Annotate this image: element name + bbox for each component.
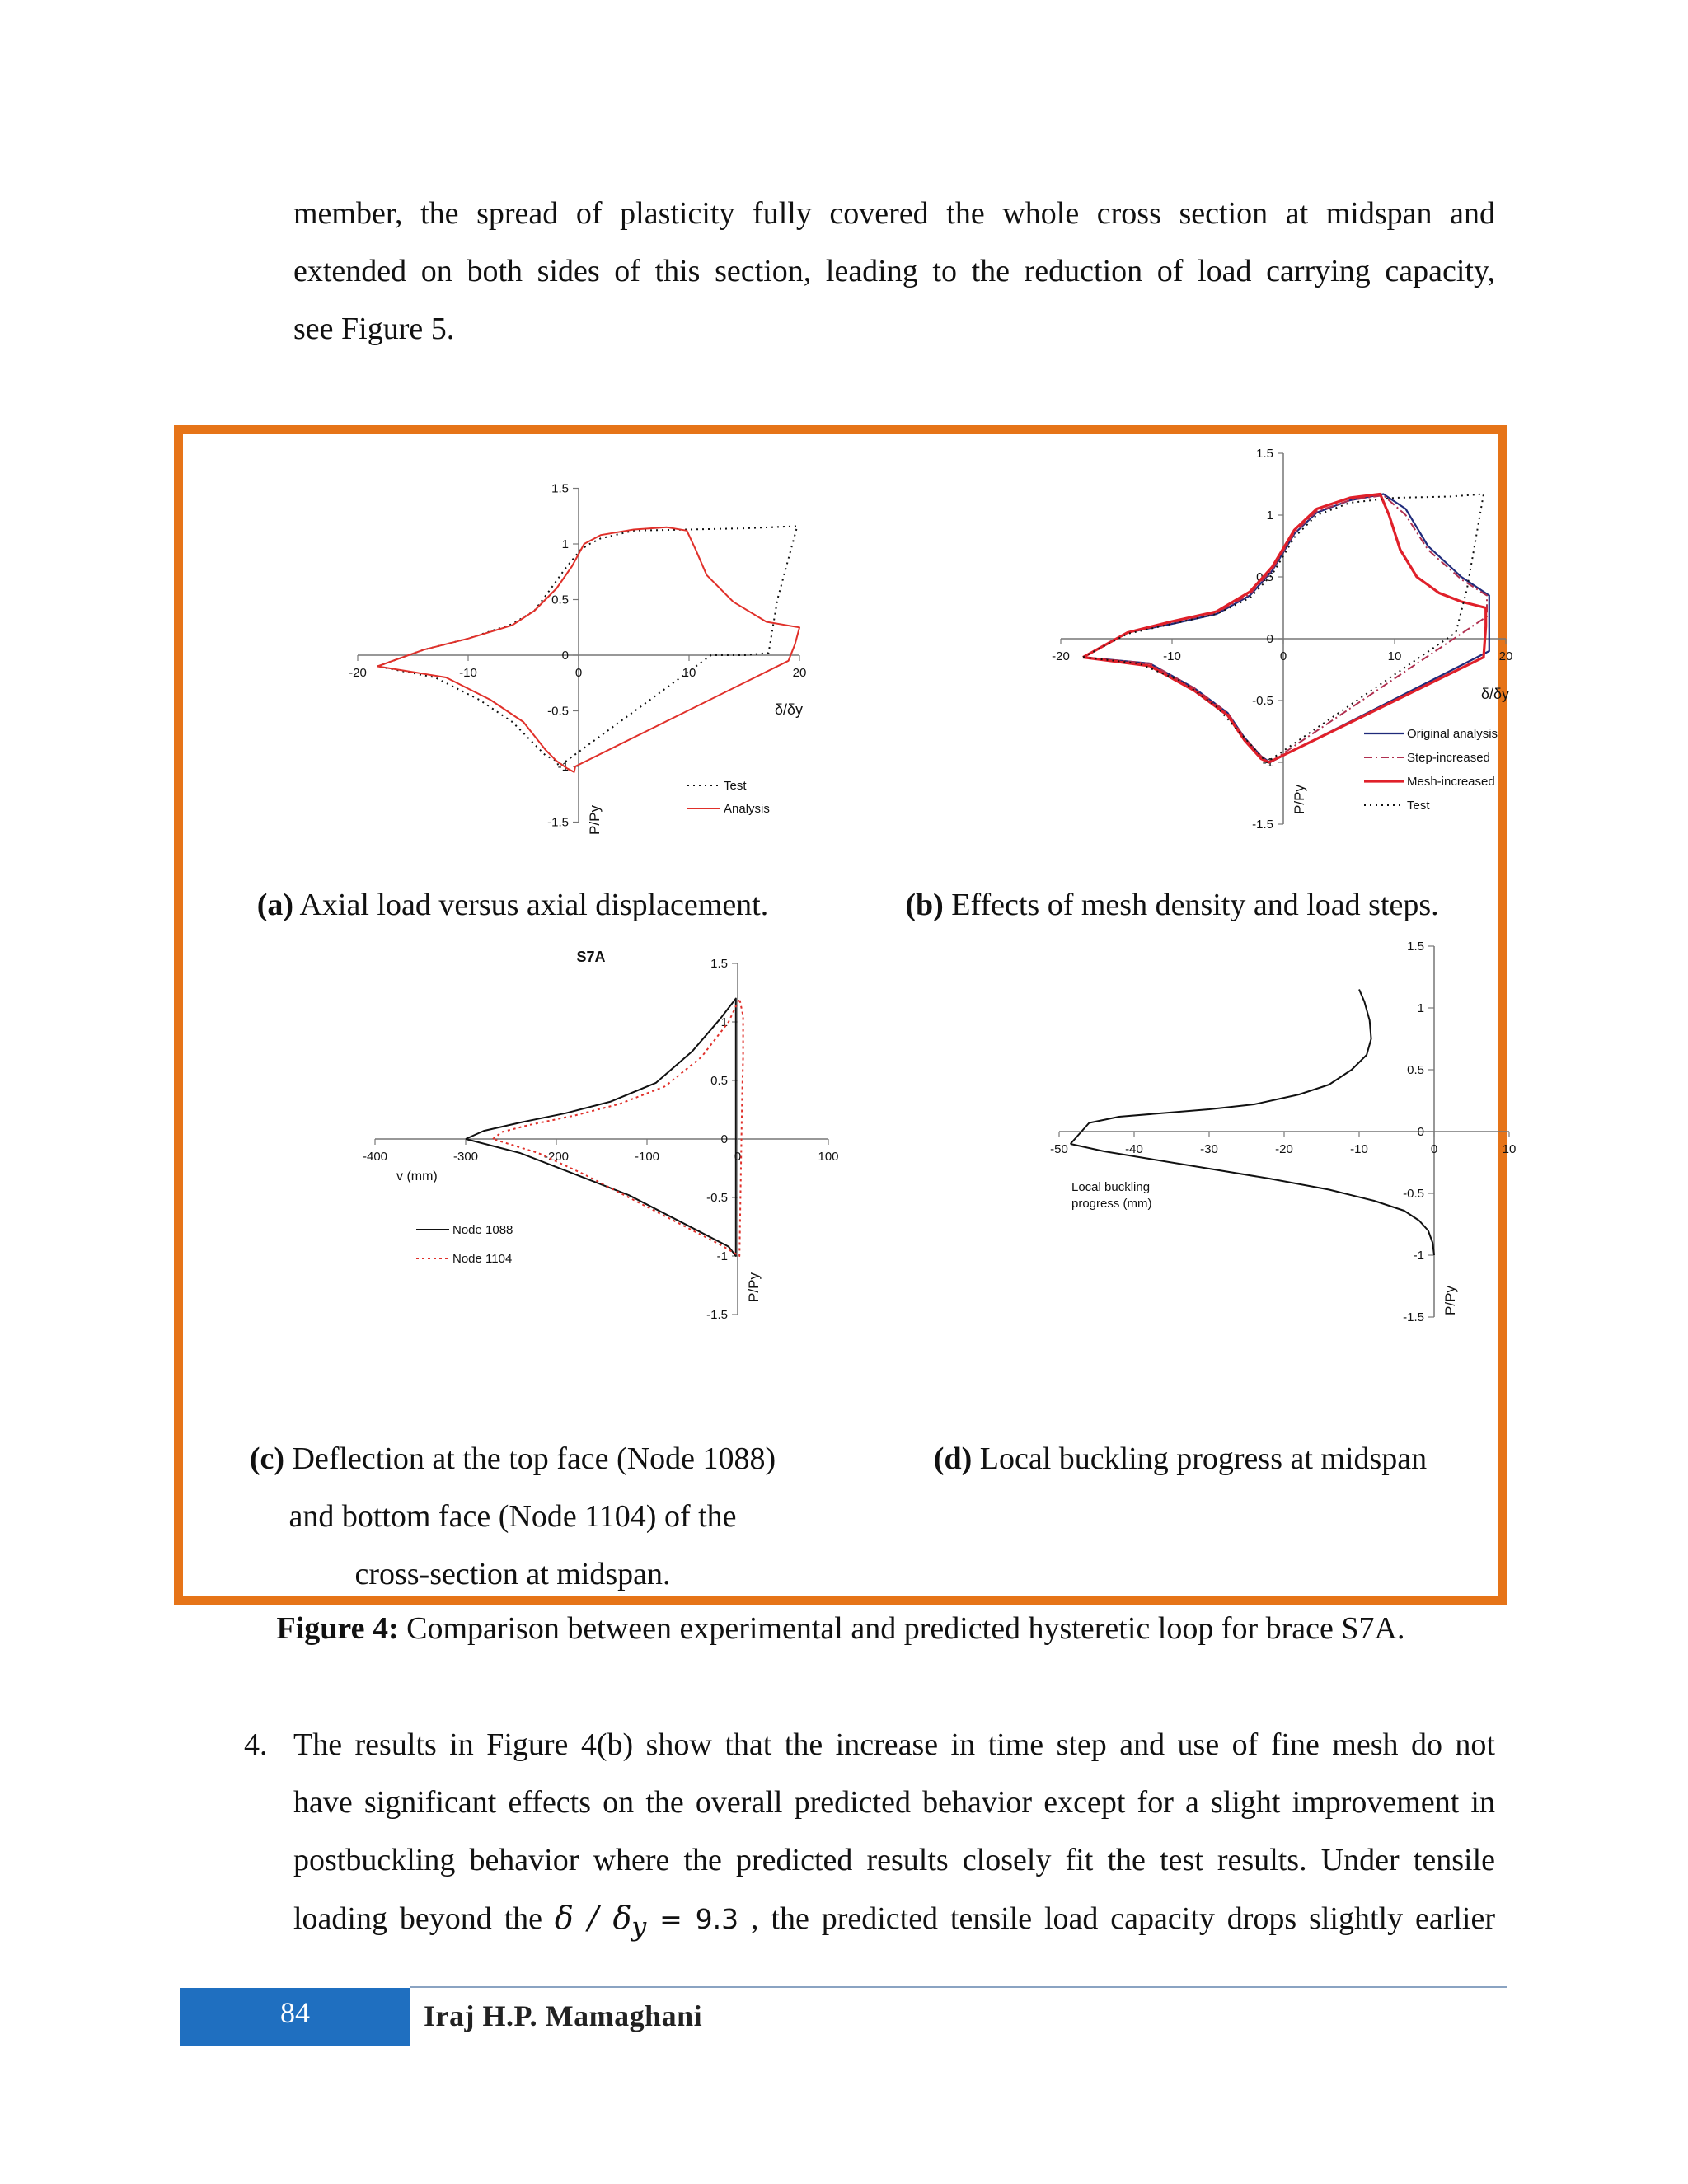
x-axis-label: δ/δy (1480, 686, 1510, 702)
x-tick-label: -50 (1050, 1142, 1068, 1156)
x-tick-label: 0 (1430, 1142, 1438, 1156)
y-tick-label: 0 (720, 1132, 728, 1146)
chart-title: S7A (576, 949, 606, 965)
list-item-line-math (293, 1889, 1495, 1947)
y-tick-label: -1 (557, 760, 569, 774)
legend-label: Test (724, 779, 747, 793)
list-item-line: have significant effects on the overall predicted behavior except for a slight improvement in (293, 1785, 1495, 1820)
y-tick-label: 0 (1417, 1125, 1424, 1139)
y-tick-label: 1 (720, 1015, 728, 1029)
y-tick-label: 0.5 (551, 593, 569, 607)
x-tick-label: -400 (362, 1150, 388, 1164)
subcaption-a (241, 876, 785, 934)
intro-line: see Figure 5. (293, 312, 455, 346)
y-tick-label: -1.5 (547, 815, 569, 830)
legend-label: Analysis (724, 802, 770, 816)
series-line-mesh-increased (1083, 494, 1486, 763)
y-tick-label: 0 (1266, 632, 1273, 646)
x-tick-label: 20 (792, 666, 807, 680)
subcaption-c-line2: and bottom face (Node 1104) of the (288, 1499, 737, 1534)
subcaption-c-tag: (c) (249, 1441, 285, 1476)
subcaption-c-text: Deflection at the top face (Node 1088) (284, 1441, 776, 1476)
x-tick-label: 10 (1502, 1142, 1517, 1156)
y-tick-label: -0.5 (706, 1191, 728, 1205)
series-line-analysis (377, 527, 799, 772)
list-item-number: 4. (244, 1727, 268, 1762)
x-tick-label: -10 (1350, 1142, 1368, 1156)
y-axis-label: P/Py (587, 805, 603, 835)
x-tick-label: -10 (459, 666, 477, 680)
footer-author: Iraj H.P. Mamaghani (424, 1999, 703, 2032)
list-item-line: The results in Figure 4(b) show that the increase in time step and use of fine mesh do not (293, 1727, 1495, 1762)
subcaption-d-text: Local buckling progress at midspan (972, 1441, 1428, 1476)
x-tick-label: 0 (734, 1150, 742, 1164)
y-tick-label: -1.5 (706, 1308, 728, 1322)
chart-d-local-buckling (842, 940, 1517, 1465)
subcaption-d (900, 1430, 1461, 1488)
x-tick-label: -100 (634, 1150, 660, 1164)
subcaption-b (884, 876, 1461, 934)
x-axis-label: progress (mm) (1071, 1197, 1152, 1211)
y-tick-label: 1.5 (710, 957, 728, 971)
y-tick-label: -0.5 (1403, 1187, 1424, 1201)
text-before-math: loading beyond the (293, 1901, 555, 1936)
figure-4-frame (174, 425, 1517, 1605)
y-tick-label: 1 (1417, 1001, 1424, 1015)
math-subscript: y (631, 1912, 647, 1943)
x-tick-label: -20 (1275, 1142, 1293, 1156)
x-axis-label: δ/δy (774, 701, 804, 718)
x-tick-label: 100 (818, 1150, 839, 1164)
legend-label: Mesh-increased (1407, 775, 1495, 789)
chart-c-deflection (183, 949, 842, 1465)
legend-label: Node 1088 (452, 1223, 513, 1237)
subcaption-a-tag: (a) (256, 888, 294, 922)
list-item-line: postbuckling behavior where the predicted results closely fit the test results. Under tensile (293, 1843, 1495, 1877)
y-tick-label: -1.5 (1403, 1310, 1424, 1324)
chart-b-mesh-density (842, 434, 1513, 896)
x-tick-label: 0 (1279, 649, 1287, 663)
y-tick-label: 1.5 (551, 481, 569, 496)
x-axis-label: Local buckling (1071, 1180, 1151, 1194)
intro-line: extended on both sides of this section, leading to the reduction of load carrying capacity, (293, 254, 1495, 288)
x-tick-label: -300 (452, 1150, 479, 1164)
y-axis-label: P/Py (746, 1272, 762, 1302)
x-tick-label: -200 (543, 1150, 570, 1164)
chart-a-axial-load (183, 434, 807, 896)
x-tick-label: -20 (1052, 649, 1070, 663)
subcaption-d-tag: (d) (933, 1441, 973, 1476)
math-delta-ratio: δ / δ (554, 1900, 632, 1936)
y-tick-label: 1.5 (1256, 447, 1273, 461)
x-tick-label: -10 (1163, 649, 1181, 663)
intro-line: member, the spread of plasticity fully covered the whole cross section at midspan and (293, 196, 1495, 231)
legend-label: Node 1104 (452, 1252, 513, 1266)
x-tick-label: 20 (1498, 649, 1513, 663)
subcaption-a-text: Axial load versus axial displacement. (293, 888, 769, 922)
series-line-curve-0 (1071, 990, 1372, 1145)
page-number: 84 (180, 1988, 410, 2046)
figure-caption-label: Figure 4: (276, 1611, 399, 1646)
y-tick-label: -1.5 (1252, 818, 1273, 832)
y-tick-label: 0.5 (710, 1074, 728, 1088)
y-tick-label: 1 (1266, 509, 1273, 523)
subcaption-c-line3: cross-section at midspan. (354, 1557, 671, 1591)
x-axis-label: v (mm) (396, 1169, 438, 1183)
y-tick-label: 1.5 (1407, 940, 1424, 954)
y-axis-label: P/Py (1442, 1286, 1458, 1315)
x-tick-label: 10 (682, 666, 696, 680)
intro-paragraph (293, 185, 1495, 358)
subcaption-c (232, 1430, 793, 1603)
x-tick-label: -30 (1200, 1142, 1218, 1156)
y-tick-label: 0.5 (1256, 570, 1273, 584)
legend-label: Test (1407, 799, 1430, 813)
subcaption-b-tag: (b) (905, 888, 944, 922)
figure-caption-text: Comparison between experimental and predicted hysteretic loop for brace S7A. (398, 1611, 1405, 1646)
series-line-node-1088 (466, 999, 736, 1256)
footer-rule (410, 1986, 1507, 1988)
y-axis-label: P/Py (1292, 785, 1307, 814)
text-after-math: , the predicted tensile load capacity drops slightly earlier (751, 1901, 1495, 1936)
math-equals-value: = 9.3 (646, 1903, 739, 1935)
y-tick-label: 1 (561, 537, 569, 551)
x-tick-label: -20 (349, 666, 367, 680)
list-item-body (293, 1716, 1495, 1947)
figure-caption (174, 1604, 1507, 1653)
y-tick-label: -0.5 (1252, 694, 1273, 708)
x-tick-label: 10 (1387, 649, 1402, 663)
y-tick-label: -0.5 (547, 704, 569, 719)
legend-label: Original analysis (1407, 727, 1498, 741)
x-tick-label: -40 (1125, 1142, 1143, 1156)
y-tick-label: 0.5 (1407, 1063, 1424, 1077)
y-tick-label: -1 (1262, 756, 1273, 770)
x-tick-label: 0 (574, 666, 583, 680)
series-line-node-1104 (493, 999, 743, 1256)
y-tick-label: -1 (1413, 1249, 1424, 1263)
legend-label: Step-increased (1407, 751, 1490, 765)
y-tick-label: -1 (716, 1249, 728, 1263)
subcaption-b-text: Effects of mesh density and load steps. (943, 888, 1439, 922)
y-tick-label: 0 (561, 649, 569, 663)
